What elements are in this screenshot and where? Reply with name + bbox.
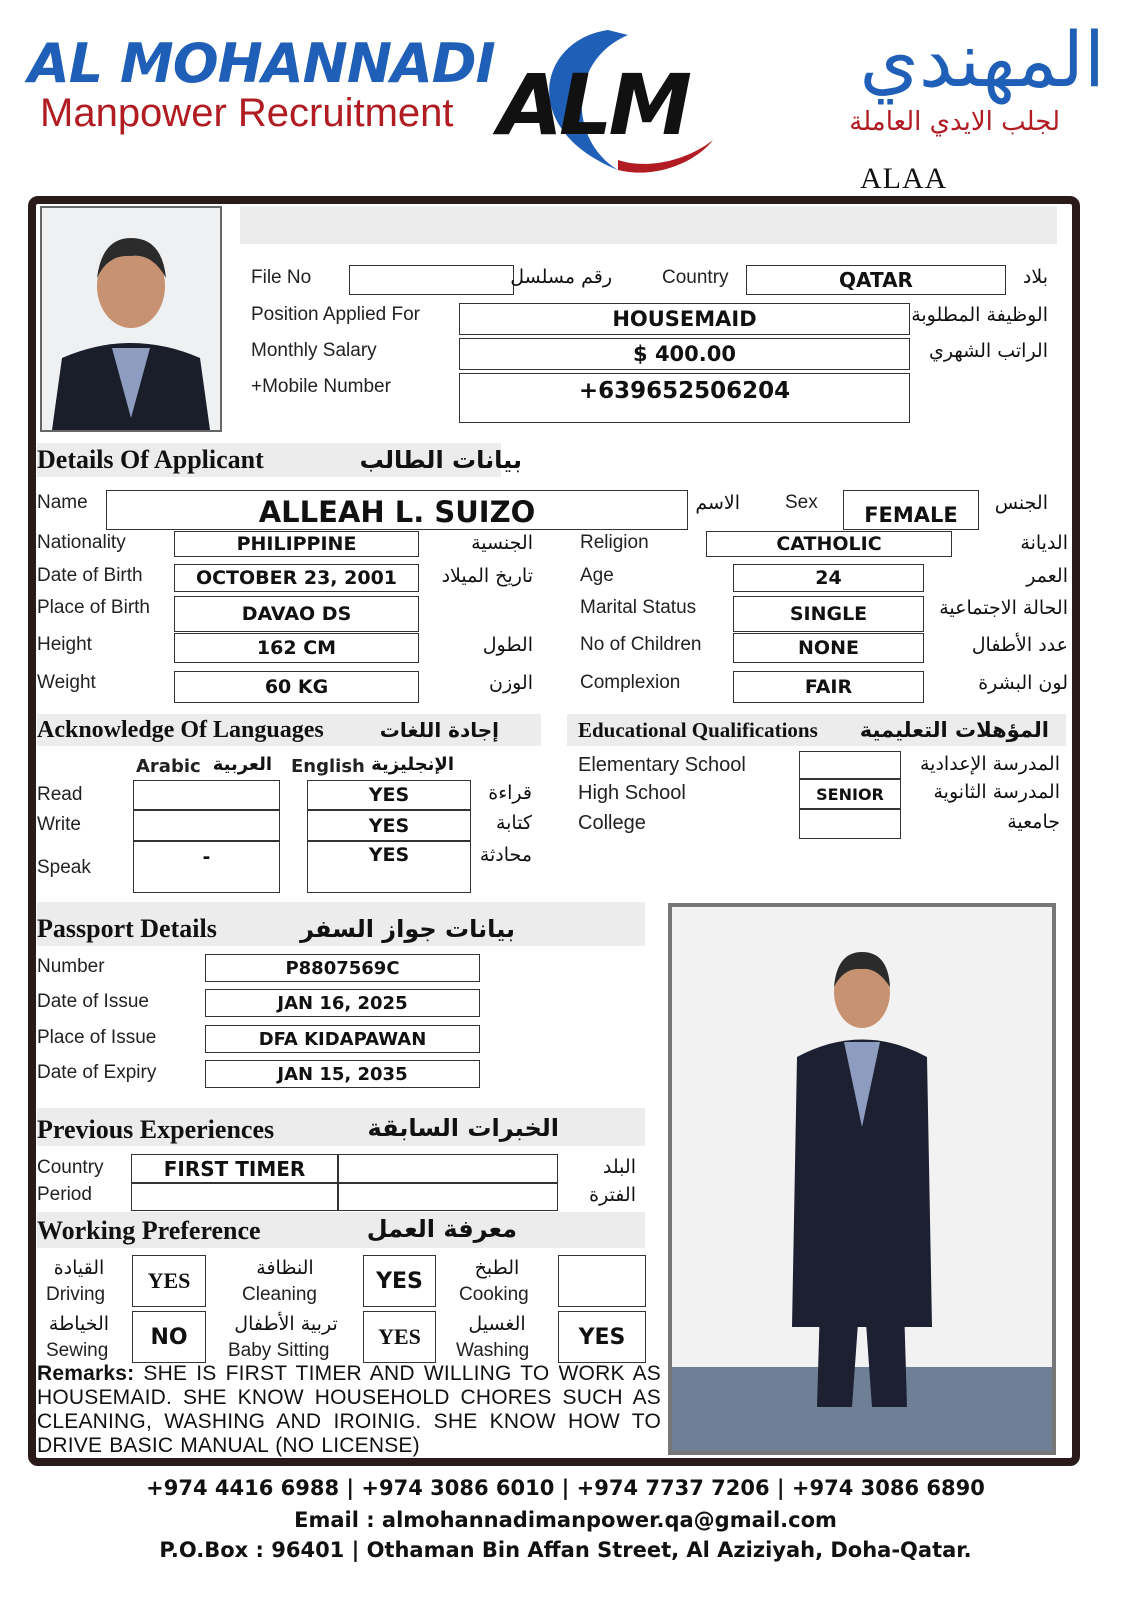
applicant-field-label: Nationality [37, 532, 126, 553]
applicant-field-label: Complexion [580, 672, 681, 693]
language-row-label: Read [37, 784, 83, 805]
passport-heading-ar: بيانات جواز السفر [300, 915, 515, 943]
language-arabic-field[interactable] [133, 780, 280, 810]
passport-row-label: Place of Issue [37, 1027, 157, 1048]
passport-section-header [37, 902, 645, 946]
remarks-text: SHE IS FIRST TIMER AND WILLING TO WORK AS HOUSEMAID. SHE KNOW HOUSEHOLD CHORES SUCH AS CLEANING, WASHING AND IROINIG. SHE KNOW HOW TO DRIVE BASIC MANUAL (NO LICENSE) [37, 1362, 661, 1457]
mobile-label: +Mobile Number [251, 376, 391, 397]
experience-heading: Previous Experiences [37, 1115, 275, 1144]
applicant-field-ar: عدد الأطفال [971, 634, 1068, 656]
applicant-field-value[interactable]: DAVAO DS [174, 596, 419, 632]
salary-ar: الراتب الشهري [929, 340, 1048, 362]
arabic-tagline: لجلب الايدي العاملة [849, 107, 1060, 137]
exp-period-ar: الفترة [589, 1184, 636, 1206]
preference-heading-ar: معرفة العمل [366, 1215, 517, 1243]
footer-address: P.O.Box : 96401 | Othaman Bin Affan Street, Al Aziziyah, Doha-Qatar. [159, 1538, 972, 1562]
exp-country-extra[interactable] [338, 1154, 558, 1183]
sex-label: Sex [785, 492, 818, 513]
applicant-field-value[interactable]: OCTOBER 23, 2001 [174, 564, 419, 592]
position-label: Position Applied For [251, 304, 420, 325]
applicant-section-header [37, 443, 522, 477]
education-heading: Educational Qualifications [578, 718, 818, 742]
language-row-label: Write [37, 814, 81, 835]
passport-row-value[interactable]: JAN 16, 2025 [205, 989, 480, 1017]
brand-name: AL MOHANNADI [28, 32, 495, 95]
applicant-heading-ar: بيانات الطالب [359, 446, 522, 474]
remarks-label: Remarks: [37, 1362, 135, 1385]
education-row-value[interactable]: SENIOR [799, 779, 901, 809]
passport-row-label: Date of Expiry [37, 1062, 157, 1083]
sewing-field[interactable]: NO [132, 1311, 206, 1363]
applicant-photo [40, 206, 222, 432]
experience-section-header [37, 1108, 645, 1146]
exp-country-label: Country [37, 1157, 104, 1178]
language-arabic-field[interactable] [133, 810, 280, 841]
sewing-ar: الخياطة [48, 1313, 110, 1335]
applicant-field-ar: الطول [482, 634, 533, 656]
languages-heading-ar: إجادة اللغات [379, 718, 499, 742]
baby-sitting-label: Baby Sitting [228, 1340, 330, 1361]
passport-row-value[interactable]: DFA KIDAPAWAN [205, 1025, 480, 1053]
name-label: Name [37, 492, 88, 513]
applicant-field-label: No of Children [580, 634, 702, 655]
country-label: Country [662, 267, 729, 288]
sex-field[interactable]: FEMALE [843, 490, 979, 530]
applicant-field-ar: الوزن [488, 672, 533, 694]
education-row-ar: جامعية [1007, 811, 1060, 833]
position-field[interactable]: HOUSEMAID [459, 303, 910, 335]
passport-heading: Passport Details [37, 914, 217, 943]
cleaning-ar: النظافة [256, 1257, 314, 1279]
applicant-field-value[interactable]: SINGLE [733, 596, 924, 632]
applicant-field-value[interactable]: 60 KG [174, 671, 419, 703]
education-heading-ar: المؤهلات التعليمية [859, 718, 1049, 742]
driving-ar: القيادة [53, 1257, 105, 1279]
applicant-field-ar: لون البشرة [978, 672, 1068, 694]
passport-row-value[interactable]: P8807569C [205, 954, 480, 982]
sex-ar: الجنس [994, 492, 1048, 514]
applicant-field-value[interactable]: 162 CM [174, 633, 419, 663]
baby-sitting-ar: تربية الأطفال [234, 1313, 338, 1335]
top-band [240, 206, 1057, 244]
applicant-field-ar: العمر [1026, 565, 1068, 587]
salary-field[interactable]: $ 400.00 [459, 338, 910, 370]
applicant-field-value[interactable]: CATHOLIC [706, 531, 952, 557]
agent-code: ALAA [860, 162, 948, 195]
name-field[interactable]: ALLEAH L. SUIZO [106, 490, 688, 530]
languages-section-header [37, 714, 541, 746]
applicant-field-label: Place of Birth [37, 597, 150, 618]
exp-period-label: Period [37, 1184, 92, 1205]
file-no-ar: رقم مسلسل [510, 266, 612, 288]
washing-field[interactable]: YES [558, 1311, 646, 1363]
country-ar: بلاد [1022, 266, 1048, 288]
applicant-field-label: Age [580, 565, 614, 586]
passport-row-value[interactable]: JAN 15, 2035 [205, 1060, 480, 1088]
languages-heading: Acknowledge Of Languages [37, 717, 324, 743]
sewing-label: Sewing [46, 1340, 109, 1361]
education-section-header [567, 714, 1066, 746]
cooking-field[interactable] [558, 1255, 646, 1307]
arabic-brand: المهندي [859, 15, 1105, 104]
applicant-field-ar: الديانة [1020, 532, 1068, 554]
header [0, 0, 1131, 200]
file-no-field[interactable] [349, 265, 514, 295]
applicant-field-value[interactable]: FAIR [733, 671, 924, 703]
cooking-label: Cooking [459, 1284, 529, 1305]
applicant-field-label: Religion [580, 532, 649, 553]
baby-sitting-field[interactable]: YES [363, 1311, 436, 1363]
remarks [37, 1362, 661, 1458]
washing-label: Washing [456, 1340, 530, 1361]
alm-logo [498, 20, 728, 180]
exp-country-field[interactable]: FIRST TIMER [131, 1154, 338, 1183]
driving-label: Driving [46, 1284, 106, 1305]
applicant-field-label: Marital Status [580, 597, 697, 618]
position-ar: الوظيفة المطلوبة [911, 304, 1048, 326]
footer-email: Email : almohannadimanpower.qa@gmail.com [294, 1508, 837, 1532]
applicant-field-value[interactable]: NONE [733, 633, 924, 663]
education-row-ar: المدرسة الثانوية [933, 781, 1060, 803]
lang-col-arabic: Arabic [136, 756, 201, 777]
education-row-label: High School [578, 782, 686, 804]
washing-ar: الغسيل [468, 1313, 526, 1335]
footer-phones: +974 4416 6988 | +974 3086 6010 | +974 7737 7206 | +974 3086 6890 [146, 1476, 985, 1500]
preference-heading: Working Preference [37, 1216, 261, 1245]
applicant-heading: Details Of Applicant [37, 445, 264, 474]
experience-heading-ar: الخبرات السابقة [367, 1114, 559, 1142]
applicant-field-ar: الجنسية [471, 532, 533, 554]
passport-row-label: Number [37, 956, 105, 977]
education-row-ar: المدرسة الإعدادية [920, 753, 1060, 775]
cooking-ar: الطبخ [474, 1257, 520, 1279]
name-ar: الاسم [695, 492, 740, 514]
passport-row-label: Date of Issue [37, 991, 149, 1012]
logo-text: ALM [498, 56, 689, 154]
applicant-field-label: Height [37, 634, 92, 655]
language-row-ar: كتابة [495, 812, 532, 834]
exp-period-extra[interactable] [338, 1183, 558, 1211]
brand-subtitle: Manpower Recruitment [40, 91, 454, 135]
language-arabic-field[interactable]: - [133, 841, 280, 893]
education-row-value[interactable] [799, 809, 901, 839]
driving-field[interactable]: YES [132, 1255, 206, 1307]
applicant-field-label: Weight [37, 672, 96, 693]
education-row-value[interactable] [799, 751, 901, 779]
applicant-field-label: Date of Birth [37, 565, 143, 586]
mobile-field[interactable]: +639652506204 [459, 373, 910, 423]
preference-section-header [37, 1212, 645, 1248]
salary-label: Monthly Salary [251, 340, 377, 361]
applicant-field-ar: تاريخ الميلاد [441, 565, 533, 587]
country-field[interactable]: QATAR [746, 265, 1006, 295]
language-row-ar: محادثة [479, 844, 532, 866]
language-english-field[interactable]: YES [307, 810, 471, 841]
applicant-field-value[interactable]: PHILIPPINE [174, 531, 419, 557]
language-english-field[interactable]: YES [307, 841, 471, 893]
full-body-photo [668, 903, 1056, 1455]
lang-col-arabic-ar: العربية [212, 754, 272, 775]
cleaning-label: Cleaning [242, 1284, 317, 1305]
applicant-field-ar: الحالة الاجتماعية [939, 597, 1068, 619]
language-row-label: Speak [37, 857, 91, 878]
cleaning-field[interactable]: YES [363, 1255, 436, 1307]
language-row-ar: قراءة [488, 782, 532, 804]
education-row-label: Elementary School [578, 754, 746, 776]
applicant-field-value[interactable]: 24 [733, 564, 924, 592]
lang-col-english-ar: الإنجليزية [371, 754, 454, 775]
lang-col-english: English [291, 756, 365, 777]
exp-country-ar: البلد [602, 1156, 636, 1178]
language-english-field[interactable]: YES [307, 780, 471, 810]
file-no-label: File No [251, 267, 312, 288]
exp-period-field[interactable] [131, 1183, 338, 1211]
education-row-label: College [578, 812, 646, 834]
